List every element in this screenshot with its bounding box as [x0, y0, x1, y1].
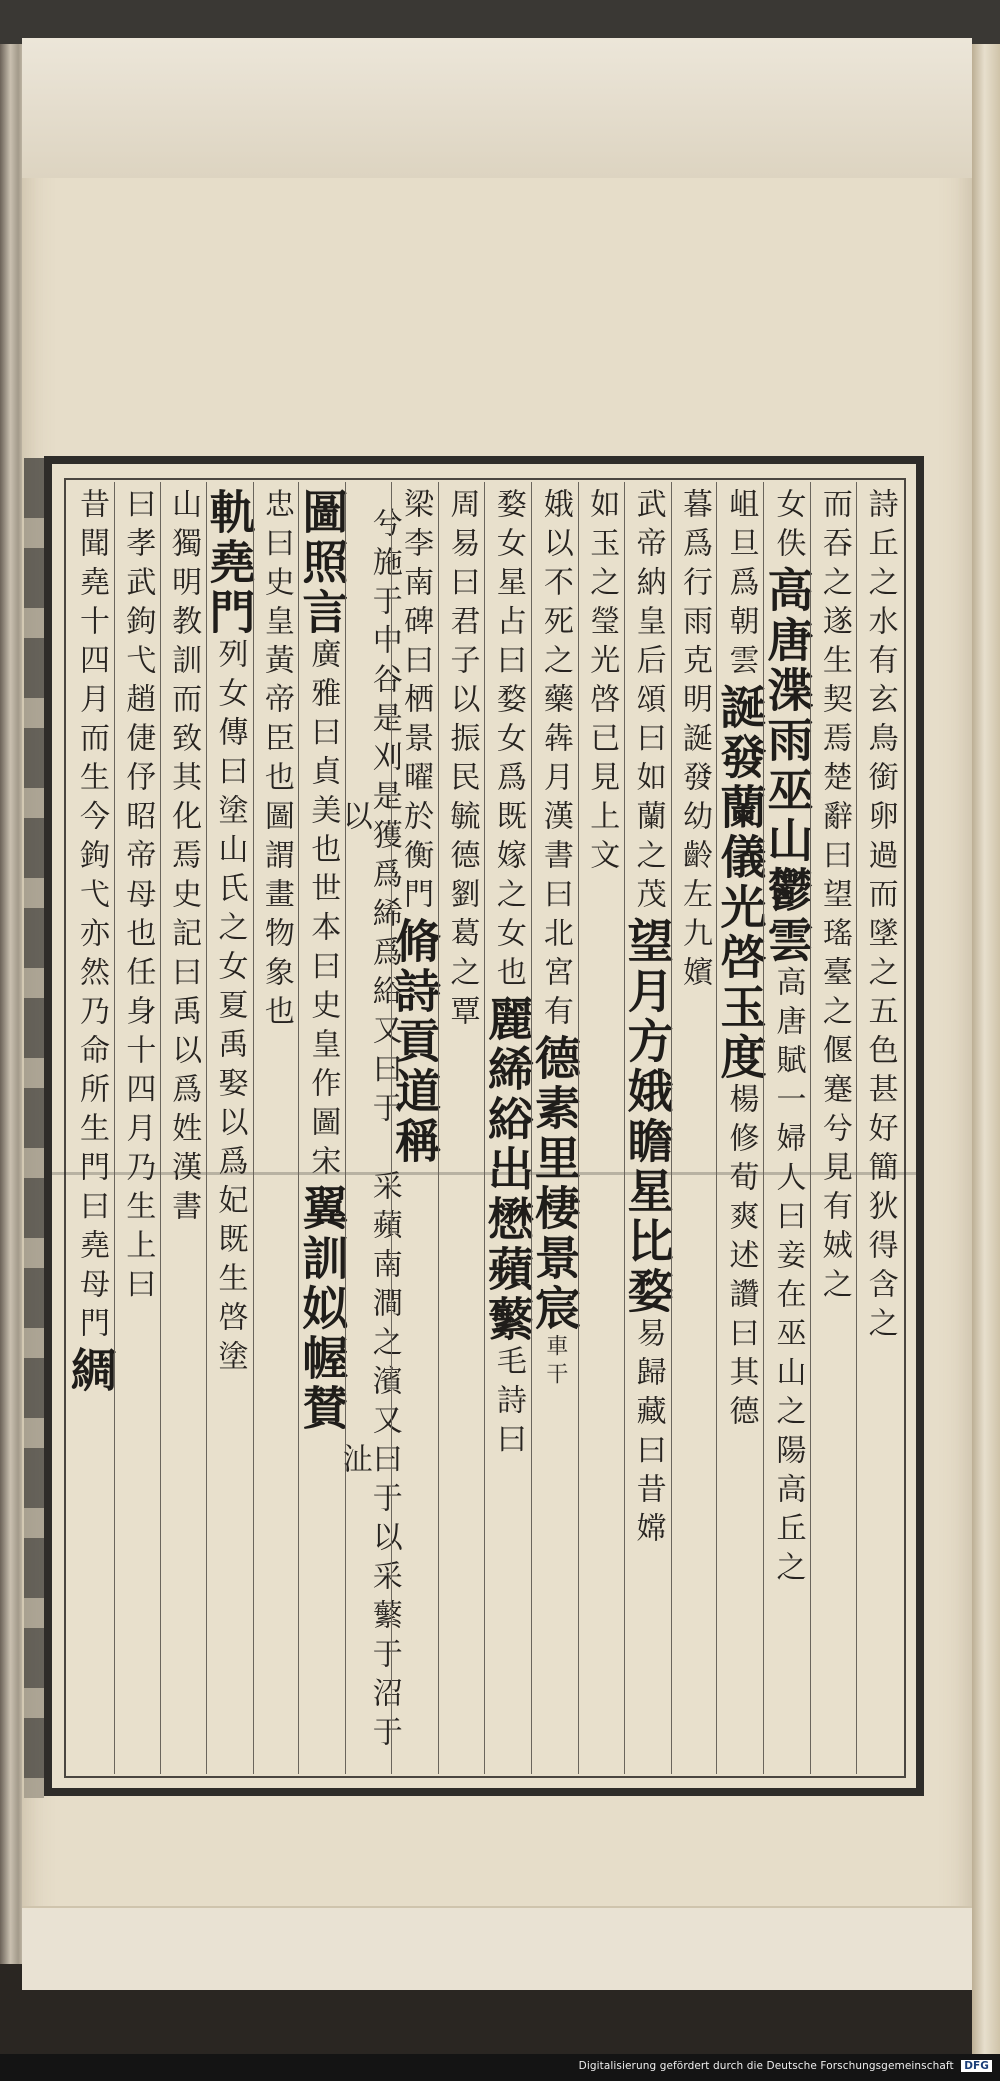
- text-column: [480, 482, 535, 1774]
- commentary-text: 兮施于中谷是刈是獲爲絺爲綌又曰于以: [336, 507, 402, 1132]
- text-column: [578, 482, 624, 1774]
- text-columns: [63, 482, 902, 1774]
- text-column: [760, 482, 815, 1774]
- page-upper-margin: [22, 38, 972, 178]
- commentary-text: 毛詩曰: [490, 1345, 526, 1462]
- headword-text: 軌堯門: [202, 488, 257, 638]
- commentary-text: 克明誕發幼齡左九嬪: [677, 644, 713, 995]
- commentary-text: 列女傳曰塗山氏之女夏禹娶以爲妃既生啓塗: [212, 638, 248, 1379]
- text-column: [160, 482, 206, 1774]
- headword-text: 誕發蘭儀光啓玉度: [713, 683, 768, 1083]
- commentary-text: 廣雅曰貞美也世本曰史皇作圖宋: [305, 638, 341, 1184]
- page-lower-margin: [22, 1906, 972, 1990]
- text-column: [856, 482, 902, 1774]
- printed-text-block: [44, 456, 924, 1796]
- text-column: [438, 482, 484, 1774]
- text-column: [63, 482, 118, 1774]
- headword-text: 圖照言: [295, 488, 350, 638]
- commentary-text: 如玉之瑩光啓已見上文: [584, 488, 620, 878]
- commentary-text: 岨旦爲朝雲: [723, 488, 759, 683]
- commentary-text: 曰孝武鉤弋趙倢伃昭帝母也任身十四月乃生上曰: [120, 488, 156, 1307]
- commentary-text: 昔聞堯十四月而生今鉤弋亦然乃命所生門曰堯母門: [73, 488, 109, 1346]
- commentary-text: 婺女星占曰婺女爲既嫁之女也: [490, 488, 526, 995]
- commentary-text: 暮爲行雨: [677, 488, 713, 644]
- text-column: [253, 482, 299, 1774]
- commentary-text: 采蘋南澗之濱又曰于以采蘩于沼于沚: [336, 1169, 402, 1755]
- commentary-text: 易歸藏曰昔嫦: [630, 1317, 666, 1551]
- text-column: [810, 482, 856, 1774]
- page-fore-edge: [972, 44, 1000, 2054]
- credit-text: Digitalisierung gefördert durch die Deutsche Forschungsgemeinschaft: [578, 2060, 954, 2072]
- text-column: [671, 482, 717, 1774]
- commentary-text: 高唐賦一婦人曰妾在巫山之陽高丘之: [770, 966, 806, 1590]
- commentary-text: 楊修荀爽述讚曰其德: [723, 1083, 759, 1434]
- commentary-text: 女佚: [770, 488, 806, 566]
- headword-text: 麗絺綌出懋蘋蘩: [480, 995, 535, 1345]
- commentary-text: 山獨明教訓而致其化焉史記曰禹以爲姓漢書: [166, 488, 202, 1229]
- commentary-text: 詩丘之水有玄鳥銜卵過而墜: [862, 488, 898, 956]
- commentary-text: 而吞之遂生契焉楚辭曰望: [816, 488, 852, 917]
- dfg-logo: DFG: [961, 2060, 992, 2072]
- commentary-text: 周易曰君子以振民毓德劉: [444, 488, 480, 917]
- commentary-text: 梁李南碑曰栖景曜於衡門: [398, 488, 434, 917]
- text-column: [202, 482, 257, 1774]
- binding-margin-ink: [24, 458, 44, 1798]
- digitization-credit: [579, 2060, 992, 2072]
- text-column: [114, 482, 160, 1774]
- headword-text: 高唐渫雨巫山鬱雲: [760, 566, 815, 966]
- headword-text: 脩詩貢道稱: [388, 917, 443, 1167]
- commentary-text: 葛之覃: [444, 917, 480, 1034]
- headword-text: 綢: [63, 1346, 118, 1396]
- book-page: [22, 38, 972, 1990]
- headword-text: 翼訓姒幄賛: [295, 1184, 350, 1434]
- commentary-text: 武帝納皇后頌曰如蘭之茂: [630, 488, 666, 917]
- text-column: [713, 482, 768, 1774]
- text-column: [620, 482, 675, 1774]
- headword-text: 德素里棲景宸: [527, 1034, 582, 1334]
- text-column: [336, 482, 402, 1774]
- commentary-text: 車干: [542, 1334, 568, 1390]
- commentary-text: 瑤臺之偃蹇兮見有娀之: [816, 917, 852, 1307]
- commentary-text: 忠曰史皇黃帝臣也圖謂畫物象也: [258, 488, 294, 1034]
- commentary-text: 娥以不死之藥犇月漢書曰北宮有: [537, 488, 573, 1034]
- text-column: [388, 482, 443, 1774]
- text-column: [527, 482, 582, 1774]
- commentary-text: 之五色甚好簡狄得含之: [862, 956, 898, 1346]
- headword-text: 望月方娥瞻星比婺: [620, 917, 675, 1317]
